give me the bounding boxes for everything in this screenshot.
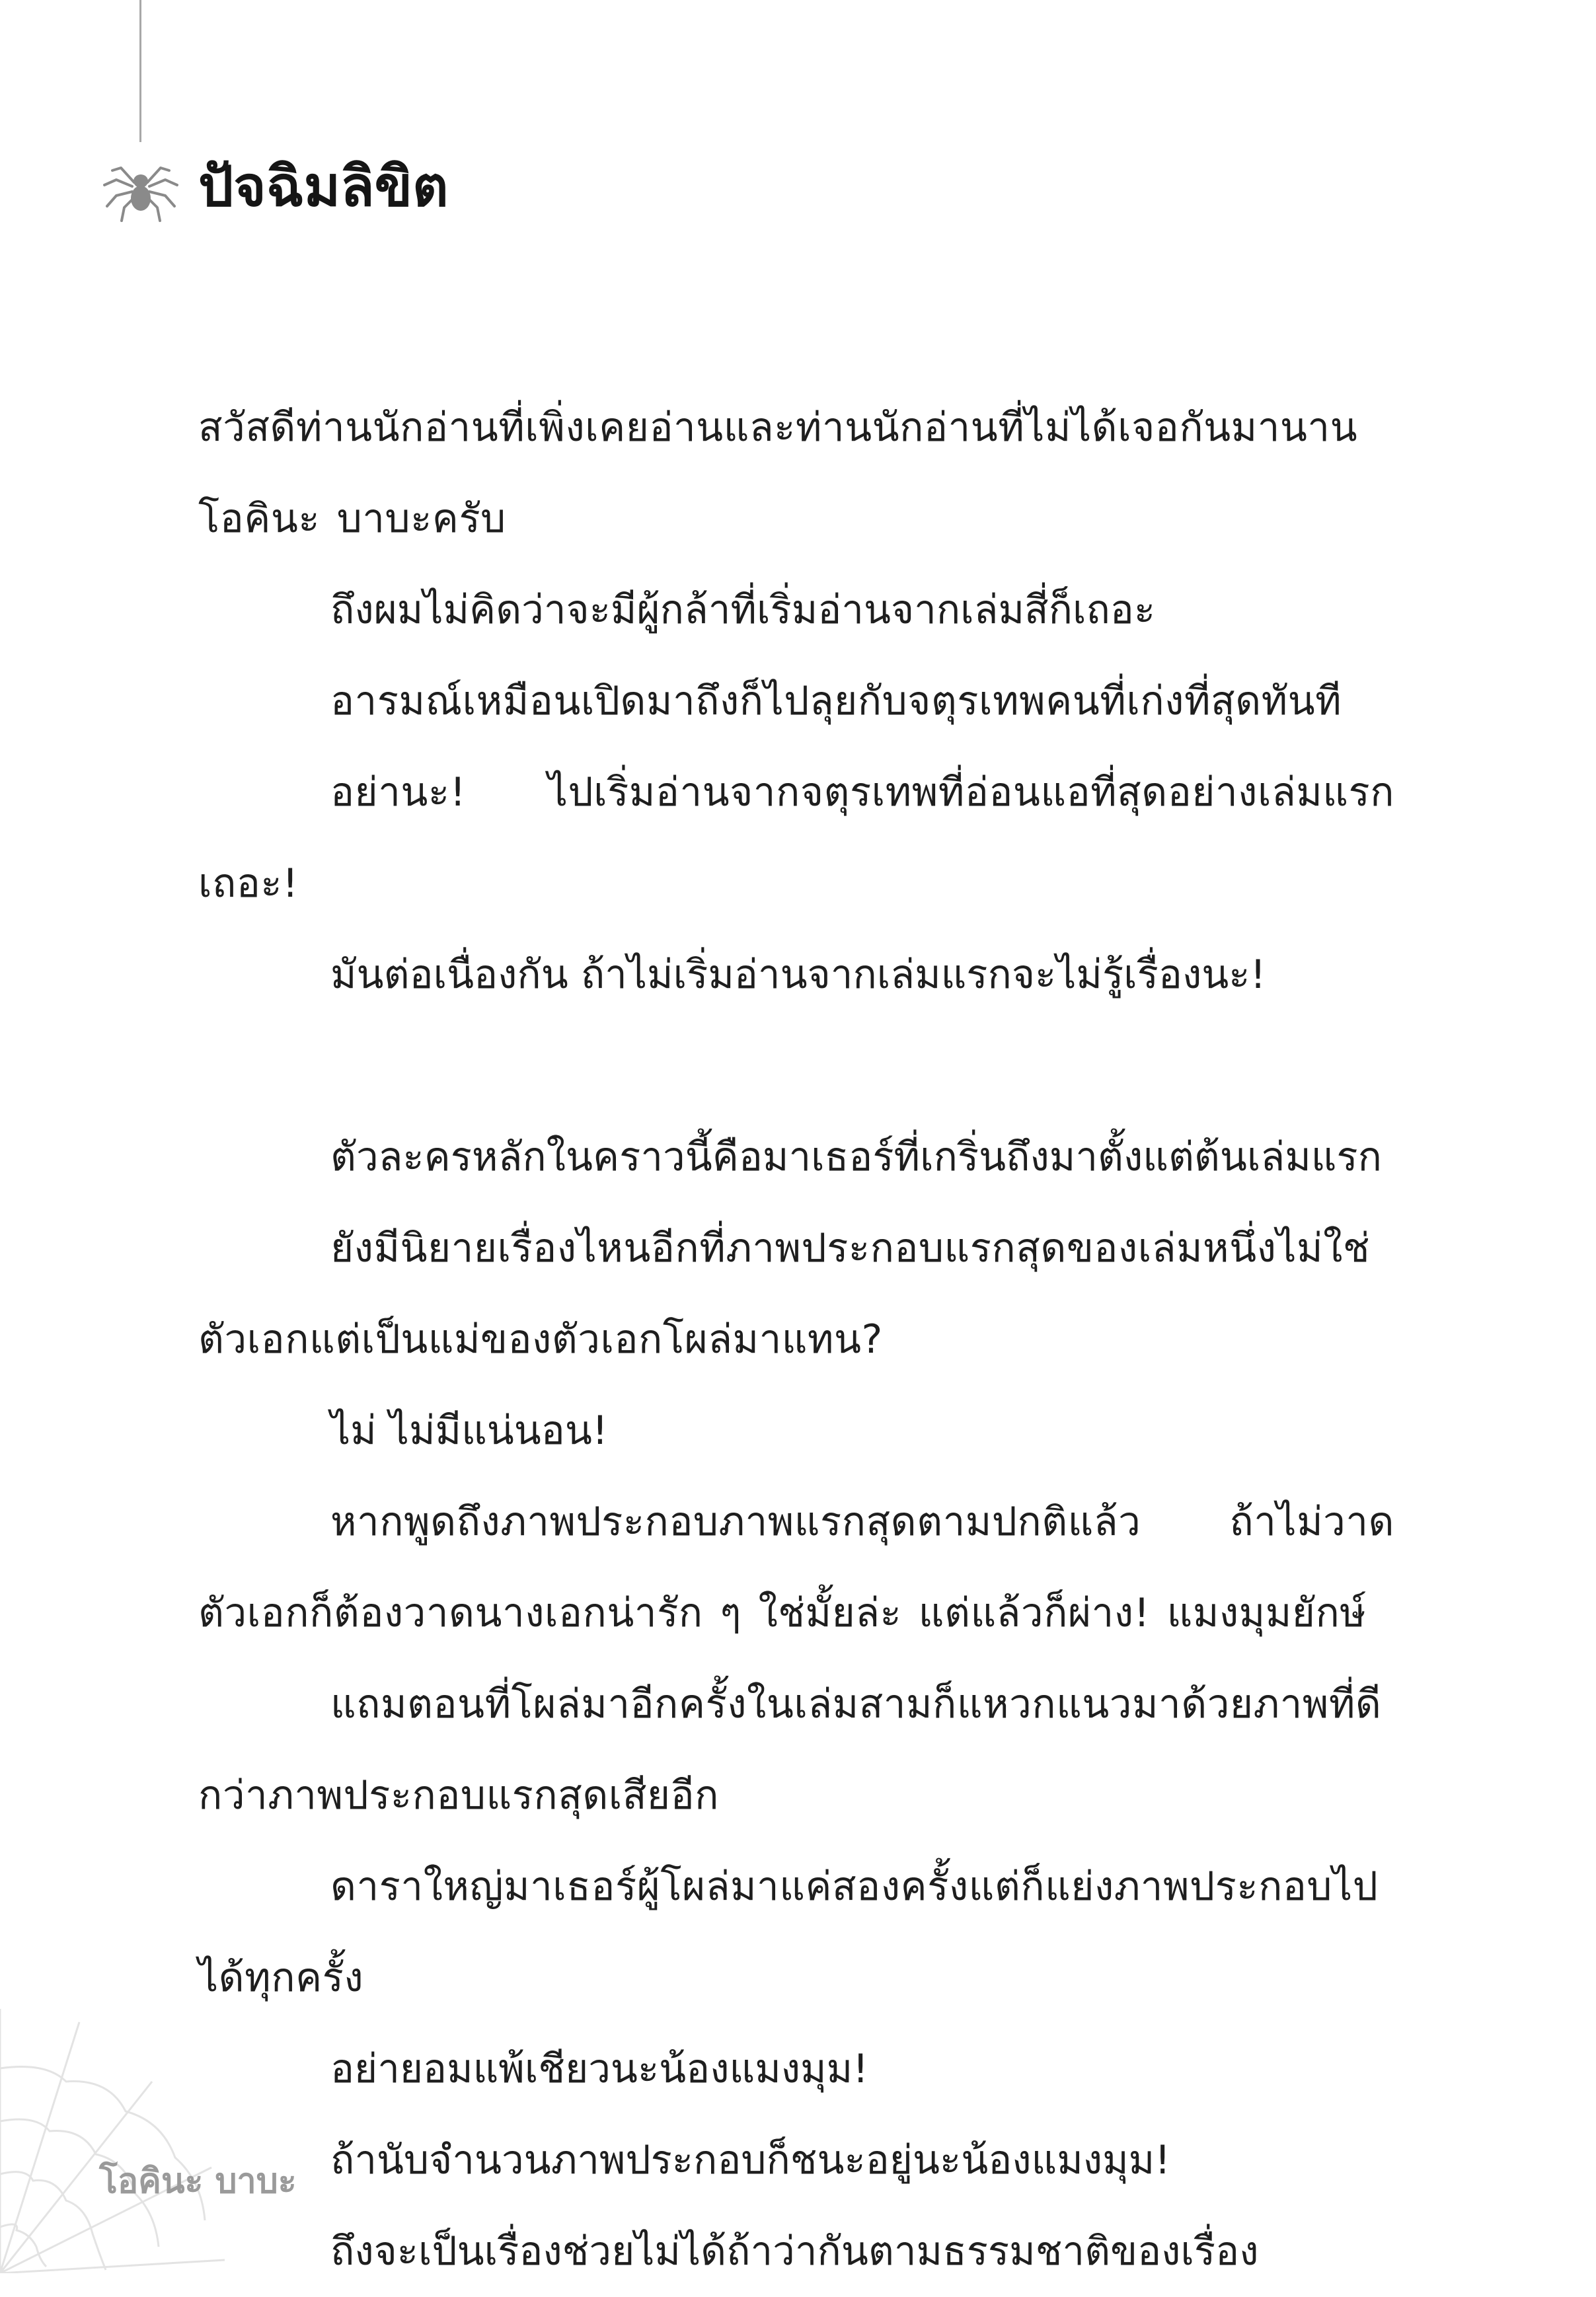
paragraph: ไม่ ไม่มีแน่นอน! [330, 1408, 608, 1454]
paragraph: มันต่อเนื่องกัน ถ้าไม่เริ่มอ่านจากเล่มแรกจะไม่รู้เรื่องนะ! [330, 952, 1266, 998]
paragraph: ตัวละครหลักในคราวนี้คือมาเธอร์ที่เกริ่นถึงมาตั้งแต่ต้นเล่มแรก [330, 1134, 1382, 1180]
paragraph: แถมตอนที่โผล่มาอีกครั้งในเล่มสามก็แหวกแนวมาด้วยภาพที่ดีกว่าภาพประกอบแรกสุดเสียอีก [198, 1681, 1382, 1819]
page-title: ปัจฉิมลิขิต [198, 154, 449, 219]
paragraph: อย่านะ! ไปเริ่มอ่านจากจตุรเทพที่อ่อนแอที่สุดอย่างเล่มแรกเถอะ! [198, 769, 1394, 907]
paragraph: ถึงผมไม่คิดว่าจะมีผู้กล้าที่เริ่มอ่านจากเล่มสี่ก็เถอะ [330, 587, 1156, 633]
footer-author: โอคินะ บาบะ [99, 2162, 297, 2201]
paragraph-greeting: สวัสดีท่านนักอ่านที่เพิ่งเคยอ่านและท่านนักอ่านที่ไม่ได้เจอกันมานาน โอคินะ บาบะครับ [198, 404, 1358, 542]
spider-icon [98, 144, 184, 230]
spider-thread [139, 0, 141, 142]
paragraph: ถึงจะเป็นเรื่องช่วยไม่ได้ถ้าว่ากันตามธรรมชาติของเรื่อง [330, 2228, 1259, 2275]
paragraph: ถ้านับจำนวนภาพประกอบก็ชนะอยู่นะน้องแมงมุม! [330, 2137, 1171, 2183]
body-text [198, 382, 1394, 2297]
paragraph: ยังมีนิยายเรื่องไหนอีกที่ภาพประกอบแรกสุดของเล่มหนึ่งไม่ใช่ตัวเอกแต่เป็นแม่ของตัวเอกโผล่มาแทน? [198, 1225, 1371, 1363]
spider-web-icon [0, 2009, 225, 2273]
paragraph: อย่ายอมแพ้เชียวนะน้องแมงมุม! [330, 2046, 869, 2092]
paragraph: หากพูดถึงภาพประกอบภาพแรกสุดตามปกติแล้ว ถ้าไม่วาดตัวเอกก็ต้องวาดนางเอกน่ารัก ๆ ใช่มั้ยล่ะ แต่แล้วก็ผ่าง! แมงมุมยักษ์ [198, 1499, 1394, 1636]
paragraph: อารมณ์เหมือนเปิดมาถึงก็ไปลุยกับจตุรเทพคนที่เก่งที่สุดทันที [330, 678, 1342, 724]
paragraph: ดาราใหญ่มาเธอร์ผู้โผล่มาแค่สองครั้งแต่ก็แย่งภาพประกอบไปได้ทุกครั้ง [198, 1864, 1379, 2001]
